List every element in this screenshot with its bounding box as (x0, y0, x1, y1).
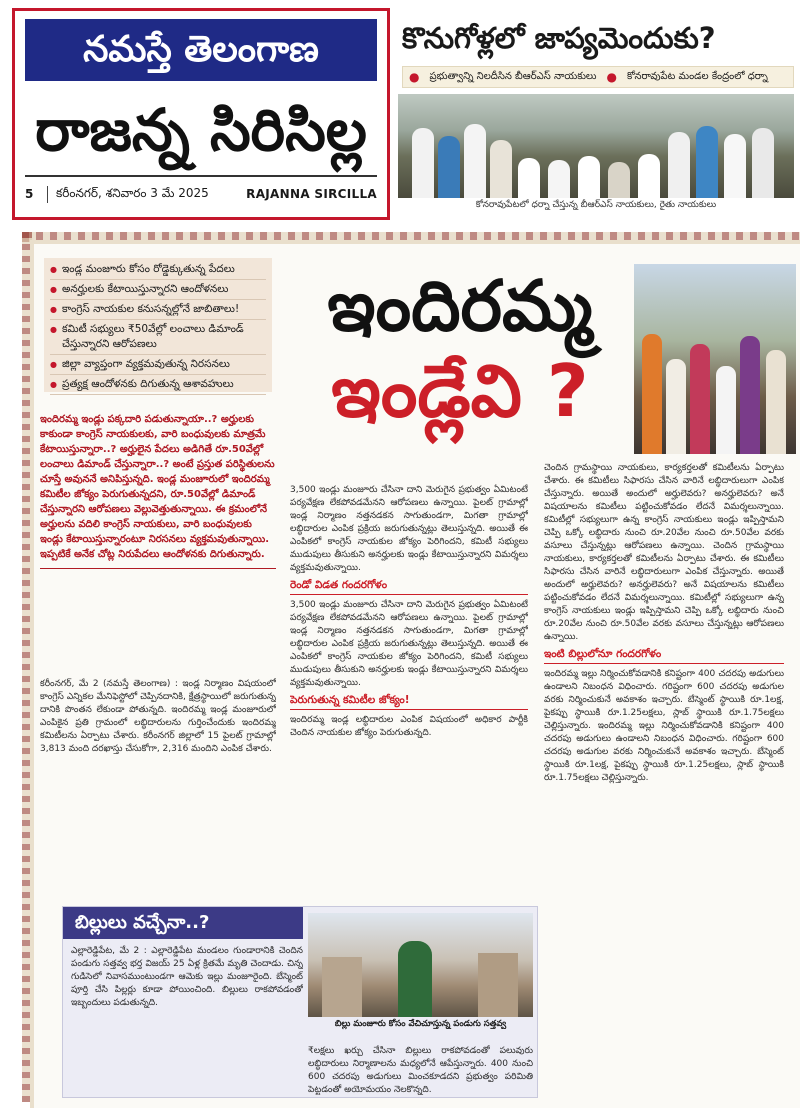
column-3-text-cont: చెందిన గ్రామస్థాయి నాయకులు, కార్యకర్తలతో కమిటీలను ఏర్పాటు చేశారు. ఈ కమిటీలు సిఫారసు చేసిన వారినే లబ్ధిదారులుగా ఎంపిక చేస్తున్నారు. అయితే అందులో అర్హులెవరు? అనర్హులెవరు? అనే విషయాలను కమిటీలు పట్టించుకోవడం లేదనే విమర్శలున్నాయి. కమిటీల్లో సభ్యులుగా ఉన్న కాంగ్రెస్ నాయకులు ఇండ్లు ఇప్పిస్తామని చెప్పి ఒక్కో లబ్ధిదారు నుంచి రూ.20వేల నుంచి రూ.50వేల వరకు వసూలు చేస్తున్నట్లు ఆరోపణలు ఉన్నాయి. (544, 541, 784, 642)
photo-figure (438, 136, 460, 198)
protest-photo-caption: కోనరావుపేటలో ధర్నా చేస్తున్న బీఆర్ఎస్ నాయకులు, రైతు నాయకులు (475, 200, 717, 210)
photo-figure (716, 366, 736, 454)
story-lede (40, 412, 276, 672)
bills-box-body-right: ₹లక్షలు ఖర్చు చేసినా బిల్లులు రాకపోవడంతో పలువురు లబ్ధిదారులు నిర్మాణాలను మధ్యలోనే ఆపేస్తున్నారు. 400 నుంచి 600 చదరపు అడుగులు మించకూడదని ప్రభుత్వం పరిమితి పెట్టడంతో అయోమయం నెలకొన్నది. (308, 1046, 533, 1095)
top-bullet-1: ప్రభుత్వాన్ని నిలదీసిన బీఆర్ఎస్ నాయకులు (429, 71, 597, 82)
masthead (12, 8, 390, 220)
photo-figure (740, 336, 760, 454)
key-points-box (44, 258, 272, 392)
top-bullet-2: కోనరావుపేట మండల కేంద్రంలో ధర్నా (626, 71, 768, 82)
top-story-headline: కొనుగోళ్లలో జాప్యమెందుకు? (402, 21, 716, 55)
bullet-icon: ● (606, 70, 617, 84)
bills-box-text-right (308, 1045, 533, 1095)
column-2-text: 3,500 ఇండ్లు మంజూరు చేసినా దాని మెరుగైన ప్రభుత్వం ఏమిటంటే పర్యవేక్షణ లేకపోవడమేనని ఆరోపణలు ఉన్నాయి. పైలట్ గ్రామాల్లో ఇండ్ల నిర్మాణం నత్తనడకన సాగుతుండగా, మిగతా గ్రామాల్లో లబ్ధిదారుల ఎంపిక ప్రక్రియ జరుగుతున్నట్లు తెలుస్తున్నది. అయితే ఈ ఎంపికలో కాంగ్రెస్ నాయకుల జోక్యం పెరిగిందని, కమిటీ సభ్యులు ముడుపులు తీసుకుని అనర్హులకు ఇండ్లు కేటాయిస్తున్నారని విమర్శలు వ్యక్తమవుతున్నాయి. (290, 485, 528, 573)
column-3-text-end: ఇందిరమ్మ ఇల్లు నిర్మించుకోవడానికి కనిష్టంగా 400 చదరపు అడుగులు ఉండాలని నిబంధన విధించారు. గరిష్టంగా 600 చదరపు అడుగుల వరకు నిర్మించుకునే అవకాశం ఇచ్చారు. బేస్మెంట్ స్థాయికి రూ.1లక్ష, పైకప్పు స్థాయికి రూ.1.25లక్షలు, స్లాబ్ స్థాయికి రూ.1.75లక్షలు చెల్లిస్తున్నారు. (544, 669, 784, 731)
photo-figure (518, 158, 540, 198)
bills-box-title: బిల్లులు వచ్చేనా..? (63, 907, 303, 939)
page-number: 5 (25, 187, 34, 201)
district-edition-title: రాజన్న సిరిసిల్ల (35, 96, 367, 164)
key-point: ● కమిటీ సభ్యులు ₹50వేల్లో లంచాలు డిమాండ్ చేస్తున్నారని ఆరోపణలు (50, 322, 266, 355)
key-point: ● కాంగ్రెస్ నాయకుల కనుసన్నల్లోనే జాబితాలు! (50, 302, 266, 320)
bills-sidebar-box (62, 906, 538, 1098)
photo-figure (666, 359, 686, 454)
column-2-text-end: ఇందిరమ్మ ఇండ్ల లబ్ధిదారుల ఎంపిక విషయంలో అధికార పార్టీకి చెందిన నాయకుల జోక్యం పెరుగుతున్నది. (290, 715, 528, 738)
lede-text: ఇందిరమ్మ ఇండ్లు పక్కదారి పడుతున్నాయా..? అర్హులకు కాకుండా కాంగ్రెస్ నాయకులకు, వారి బంధువులకు మాత్రమే కేటాయిస్తున్నారా..? అర్హులైన పేదలు అడిగితే రూ.50వేల్లో లంచాలు డిమాండ్ చేస్తున్నారా..? అంటే ప్రస్తుత పరిస్థితులను చూస్తే అవుననే అనిపిస్తున్నది. ఇండ్ల మంజూరులో ఇందిరమ్మ కమిటీల జోక్యం పెరుగుతున్నదని, రూ.50వేల్లో డిమాండ్ చేస్తున్నారని ఆరోపణలు వెల్లువెత్తుతున్నాయి. ఈ క్రమంలోనే అర్హులను వదిలి కాంగ్రెస్ నాయకులు, వారి బంధువులకు ఇండ్లు కేటాయిస్తున్నారంటూ నిరసనలు వ్యక్తమవుతున్నాయి. ఇప్పటికే అనేక చోట్ల నిరుపేదలు ఆందోళనకు దిగుతున్నారు. (40, 414, 275, 560)
section-subhead: రెండో విడత గందరగోళం (290, 579, 528, 595)
top-story-bullets (402, 66, 794, 88)
photo-figure (548, 160, 570, 198)
article-column-1 (40, 678, 276, 900)
key-point: ● ఇండ్ల మంజూరు కోసం రోడ్డెక్కుతున్న పేదలు (50, 262, 266, 280)
beneficiary-photo-caption: బిల్లు మంజూరు కోసం వేచిచూస్తున్న పండుగు సత్తవ్వ (334, 1019, 507, 1029)
column-2-text-cont: 3,500 ఇండ్లు మంజూరు చేసినా దాని మెరుగైన ప్రభుత్వం ఏమిటంటే పర్యవేక్షణ లేకపోవడమేనని ఆరోపణలు ఉన్నాయి. పైలట్ గ్రామాల్లో ఇండ్ల నిర్మాణం నత్తనడకన సాగుతుండగా, మిగతా గ్రామాల్లో లబ్ధిదారుల ఎంపిక ప్రక్రియ జరుగుతున్నట్లు తెలుస్తున్నది. అయితే ఈ ఎంపికలో కాంగ్రెస్ నాయకుల జోక్యం పెరిగిందని, కమిటీ సభ్యులు ముడుపులు తీసుకుని అనర్హులకు ఇండ్లు కేటాయిస్తున్నారని విమర్శలు వ్యక్తమవుతున్నాయి. (290, 600, 528, 688)
protest-photo (398, 94, 794, 198)
edition-name: RAJANNA SIRCILLA (246, 187, 377, 201)
section-subhead: ఇంటి బిల్లులోనూ గందరగోళం (544, 648, 784, 664)
housing-protest-photo (634, 264, 796, 454)
section-subhead: పెరుగుతున్న కమిటీల జోక్యం! (290, 694, 528, 710)
photo-figure (668, 132, 690, 198)
article-column-2 (290, 484, 528, 898)
key-point: ● జిల్లా వ్యాప్తంగా వ్యక్తమవుతున్న నిరసనలు (50, 357, 266, 375)
main-headline-line2: ఇండ్లేవి ? (331, 349, 589, 433)
column-1-text: కరీంనగర్, మే 2 (నమస్తే తెలంగాణ) : ఇండ్ల నిర్మాణం విషయంలో కాంగ్రెస్ ఎన్నికల మేనిఫెస్టోలో చెప్పినదానికి, క్షేత్రస్థాయిలో జరుగుతున్న దానికి పొంతన లేకుండా పోతున్నది. ఇందిరమ్మ ఇండ్ల మంజూరులో ఎంపికైన ప్రతి గ్రామంలో లబ్ధిదారులను గుర్తించేందుకు ఇందిరమ్మ కమిటీలను ఏర్పాటు చేశారు. కరీంనగర్ జిల్లాలో 15 పైలట్ గ్రామాల్లో 3,813 మంది దరఖాస్తు చేసుకోగా, 2,316 మందిని ఎంపిక చేశారు. (40, 679, 276, 754)
newspaper-brand: నమస్తే తెలంగాణ (25, 19, 377, 81)
key-point: ● అనర్హులకు కేటాయిస్తున్నారని ఆందోళనలు (50, 282, 266, 300)
photo-figure (638, 154, 660, 198)
photo-figure (412, 128, 434, 198)
bullet-icon: ● (409, 70, 420, 84)
photo-figure (578, 156, 600, 198)
bills-box-text (71, 945, 303, 1093)
article-column-3 (544, 462, 784, 1102)
column-3-text: చెందిన గ్రామస్థాయి నాయకులు, కార్యకర్తలతో కమిటీలను ఏర్పాటు చేశారు. ఈ కమిటీలు సిఫారసు చేసిన వారినే లబ్ధిదారులుగా ఎంపిక చేస్తున్నారు. అయితే అందులో అర్హులెవరు? అనర్హులెవరు? అనే విషయాలను కమిటీలు పట్టించుకోవడం లేదనే విమర్శలున్నాయి. కమిటీల్లో సభ్యులుగా ఉన్న కాంగ్రెస్ నాయకులు ఇండ్లు ఇప్పిస్తామని చెప్పి ఒక్కో లబ్ధిదారు నుంచి రూ.20వేల నుంచి రూ.50వేల వరకు వసూలు చేస్తున్నట్లు ఆరోపణలు ఉన్నాయి. (544, 463, 784, 551)
lede-rule (40, 568, 276, 569)
photo-figure (464, 124, 486, 198)
dateline: కరీంనగర్, శనివారం 3 మే 2025 (47, 186, 246, 203)
photo-figure (642, 334, 662, 454)
key-point: ● ప్రత్యక్ష ఆందోళనకు దిగుతున్న ఆశావహులు (50, 377, 266, 395)
photo-pillar (322, 957, 362, 1017)
masthead-divider (25, 175, 377, 177)
photo-figure (724, 134, 746, 198)
bills-box-body: ఎల్లారెడ్డిపేట, మే 2 : ఎల్లారెడ్డిపేట మండలం గుండారానికి చెందిన పండుగు సత్తవ్వ భర్త విజయ్ 25 ఏళ్ల క్రితమే మృతి చెందాడు. చిన్న గుడిసెలో నివాసముంటుండగా ఆమెకు ఇల్లు మంజూరైంది. బేస్మెంట్ పూర్తి చేసి పిల్లర్లు కూడా పోయించింది. బిల్లులు రాకపోవడంతో ఇబ్బందులు పడుతున్నది. (71, 946, 303, 1008)
photo-figure (696, 126, 718, 198)
main-headline-line1: ఇందిరమ్మ (327, 265, 593, 347)
photo-figure (608, 162, 630, 198)
photo-figure (490, 140, 512, 198)
column-3-text-more: ఇందిరమ్మ ఇల్లు నిర్మించుకోవడానికి కనిష్టంగా 400 చదరపు అడుగులు ఉండాలని నిబంధన విధించారు. గరిష్టంగా 600 చదరపు అడుగుల వరకు నిర్మించుకునే అవకాశం ఇచ్చారు. బేస్మెంట్ స్థాయికి రూ.1లక్ష, పైకప్పు స్థాయికి రూ.1.25లక్షలు, స్లాబ్ స్థాయికి రూ.1.75లక్షలు చెల్లిస్తున్నారు. (544, 721, 784, 783)
photo-figure (398, 941, 432, 1017)
photo-figure (766, 350, 786, 454)
photo-pillar (478, 953, 518, 1017)
beneficiary-photo (308, 913, 533, 1017)
photo-figure (752, 128, 774, 198)
masthead-meta (25, 181, 377, 207)
photo-figure (690, 344, 710, 454)
